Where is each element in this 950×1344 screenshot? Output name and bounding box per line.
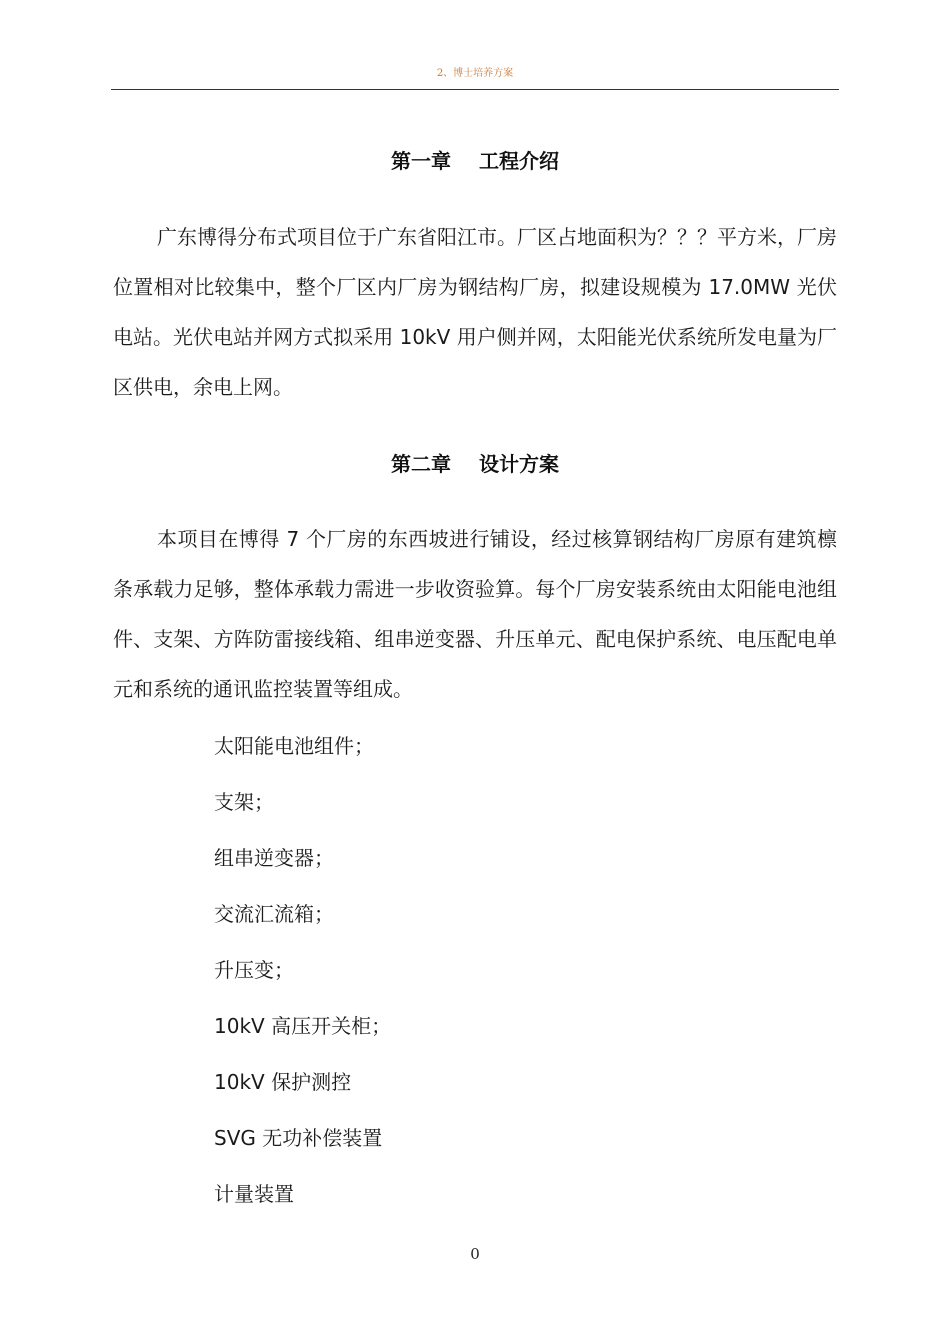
chapter-2-title: 设计方案 [479,452,559,476]
chapter-1-title: 工程介绍 [479,149,559,173]
list-item: SVG 无功补偿装置 [214,1126,383,1150]
header-divider [111,89,839,90]
list-item: 太阳能电池组件； [214,734,374,758]
list-item: 交流汇流箱； [214,902,334,926]
list-item: 10kV 高压开关柜； [214,1014,392,1038]
chapter-1-paragraph: 广东博得分布式项目位于广东省阳江市。厂区占地面积为？？？平方米，厂房位置相对比较集中，整个厂区内厂房为钢结构厂房，拟建设规模为 17.0MW 光伏电站。光伏电站并网方式拟采用 10kV 用户侧并网，太阳能光伏系统所发电量为厂区供电，余电上网。 [113,225,837,399]
list-item: 升压变； [214,958,294,982]
running-header: 2、博士培养方案 [436,68,514,79]
list-item: 支架； [214,790,274,814]
chapter-2-paragraph: 本项目在博得 7 个厂房的东西坡进行铺设，经过核算钢结构厂房原有建筑檩条承载力足够，整体承载力需进一步收资验算。每个厂房安装系统由太阳能电池组件、支架、方阵防雷接线箱、组串逆变器、升压单元、配电保护系统、电压配电单元和系统的通讯监控装置等组成。 [113,527,837,701]
chapter-2-number: 第二章 [391,452,451,476]
list-item: 组串逆变器； [214,846,334,870]
page-number: 0 [470,1245,480,1263]
component-list [214,718,391,1222]
chapter-2-heading [0,449,950,479]
chapter-1-number: 第一章 [391,149,451,173]
list-item: 计量装置 [214,1182,294,1206]
list-item: 10kV 保护测控 [214,1070,352,1094]
chapter-1-heading [0,146,950,176]
